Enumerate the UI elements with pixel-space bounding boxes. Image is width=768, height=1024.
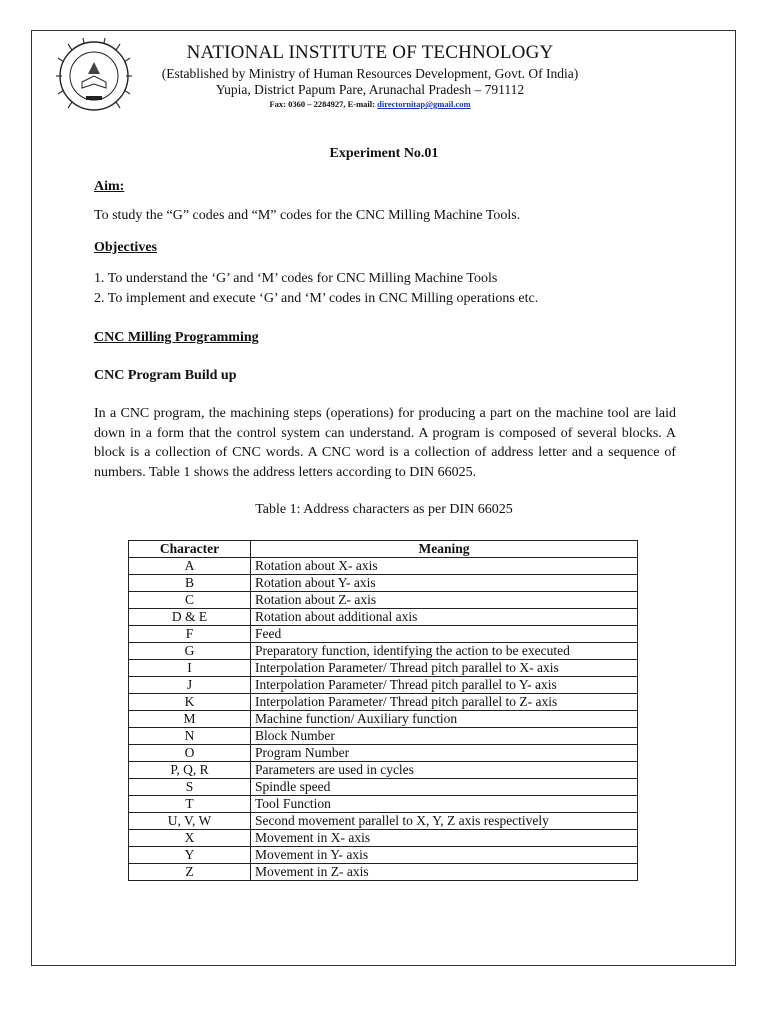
- table-caption: Table 1: Address characters as per DIN 66025: [255, 502, 513, 517]
- table-row: [129, 762, 638, 779]
- character-cell: D & E: [129, 609, 251, 626]
- table-row: [129, 830, 638, 847]
- institute-address: Yupia, District Papum Pare, Arunachal Pradesh – 791112: [215, 82, 525, 97]
- meaning-cell: Movement in X- axis: [251, 830, 638, 847]
- meaning-cell: Feed: [251, 626, 638, 643]
- table-row: [129, 779, 638, 796]
- subsection-heading: CNC Program Build up: [94, 368, 237, 383]
- table-row: [129, 592, 638, 609]
- meaning-cell: Preparatory function, identifying the action to be executed: [251, 643, 638, 660]
- section-heading: CNC Milling Programming: [94, 330, 259, 345]
- column-header-character: Character: [129, 541, 251, 558]
- character-cell: J: [129, 677, 251, 694]
- meaning-cell: Movement in Y- axis: [251, 847, 638, 864]
- table-header-row: [129, 541, 638, 558]
- table-row: [129, 677, 638, 694]
- meaning-cell: Second movement parallel to X, Y, Z axis respectively: [251, 813, 638, 830]
- character-cell: F: [129, 626, 251, 643]
- table-row: [129, 643, 638, 660]
- character-cell: B: [129, 575, 251, 592]
- table-row: [129, 711, 638, 728]
- character-cell: X: [129, 830, 251, 847]
- table-row: [129, 660, 638, 677]
- fax-label: Fax: 0360 – 2284927, E-mail:: [269, 99, 378, 109]
- table-row: [129, 813, 638, 830]
- aim-text: To study the “G” codes and “M” codes for the CNC Milling Machine Tools.: [94, 208, 521, 223]
- table-row: [129, 796, 638, 813]
- meaning-cell: Rotation about additional axis: [251, 609, 638, 626]
- table-row: [129, 694, 638, 711]
- character-cell: K: [129, 694, 251, 711]
- objective-item-1: 1. To understand the ‘G’ and ‘M’ codes for CNC Milling Machine Tools: [94, 271, 498, 286]
- meaning-cell: Tool Function: [251, 796, 638, 813]
- table-row: [129, 728, 638, 745]
- objective-item-2: 2. To implement and execute ‘G’ and ‘M’ codes in CNC Milling operations etc.: [94, 291, 539, 306]
- character-cell: C: [129, 592, 251, 609]
- address-characters-table: [128, 540, 638, 881]
- contact-line: [120, 99, 620, 109]
- meaning-cell: Interpolation Parameter/ Thread pitch parallel to X- axis: [251, 660, 638, 677]
- meaning-cell: Rotation about Y- axis: [251, 575, 638, 592]
- institute-established: (Established by Ministry of Human Resources Development, Govt. Of India): [161, 66, 579, 81]
- character-cell: M: [129, 711, 251, 728]
- meaning-cell: Spindle speed: [251, 779, 638, 796]
- table-row: [129, 847, 638, 864]
- meaning-cell: Parameters are used in cycles: [251, 762, 638, 779]
- character-cell: I: [129, 660, 251, 677]
- character-cell: G: [129, 643, 251, 660]
- character-cell: A: [129, 558, 251, 575]
- email-link[interactable]: directornitap@gmail.com: [377, 99, 471, 109]
- meaning-cell: Interpolation Parameter/ Thread pitch parallel to Y- axis: [251, 677, 638, 694]
- meaning-cell: Rotation about Z- axis: [251, 592, 638, 609]
- table-row: [129, 864, 638, 881]
- character-cell: P, Q, R: [129, 762, 251, 779]
- meaning-cell: Interpolation Parameter/ Thread pitch parallel to Z- axis: [251, 694, 638, 711]
- character-cell: Y: [129, 847, 251, 864]
- character-cell: O: [129, 745, 251, 762]
- column-header-meaning: Meaning: [251, 541, 638, 558]
- meaning-cell: Block Number: [251, 728, 638, 745]
- aim-heading: Aim:: [94, 179, 125, 194]
- meaning-cell: Rotation about X- axis: [251, 558, 638, 575]
- table-row: [129, 609, 638, 626]
- character-cell: S: [129, 779, 251, 796]
- institute-name: NATIONAL INSTITUTE OF TECHNOLOGY: [186, 42, 554, 63]
- character-cell: N: [129, 728, 251, 745]
- character-cell: T: [129, 796, 251, 813]
- objectives-heading: Objectives: [94, 240, 157, 255]
- meaning-cell: Machine function/ Auxiliary function: [251, 711, 638, 728]
- meaning-cell: Program Number: [251, 745, 638, 762]
- character-cell: U, V, W: [129, 813, 251, 830]
- table-row: [129, 575, 638, 592]
- table-row: [129, 558, 638, 575]
- table-row: [129, 745, 638, 762]
- experiment-title: Experiment No.01: [329, 146, 439, 161]
- table-row: [129, 626, 638, 643]
- character-cell: Z: [129, 864, 251, 881]
- meaning-cell: Movement in Z- axis: [251, 864, 638, 881]
- body-paragraph: In a CNC program, the machining steps (operations) for producing a part on the machine tool are laid down in a form that the control system can understand. A program is composed of several blocks. A block is a collection of CNC words. A CNC word is a collection of address letter and a sequence of numbers. Table 1 shows the address letters according to DIN 66025.: [94, 406, 676, 480]
